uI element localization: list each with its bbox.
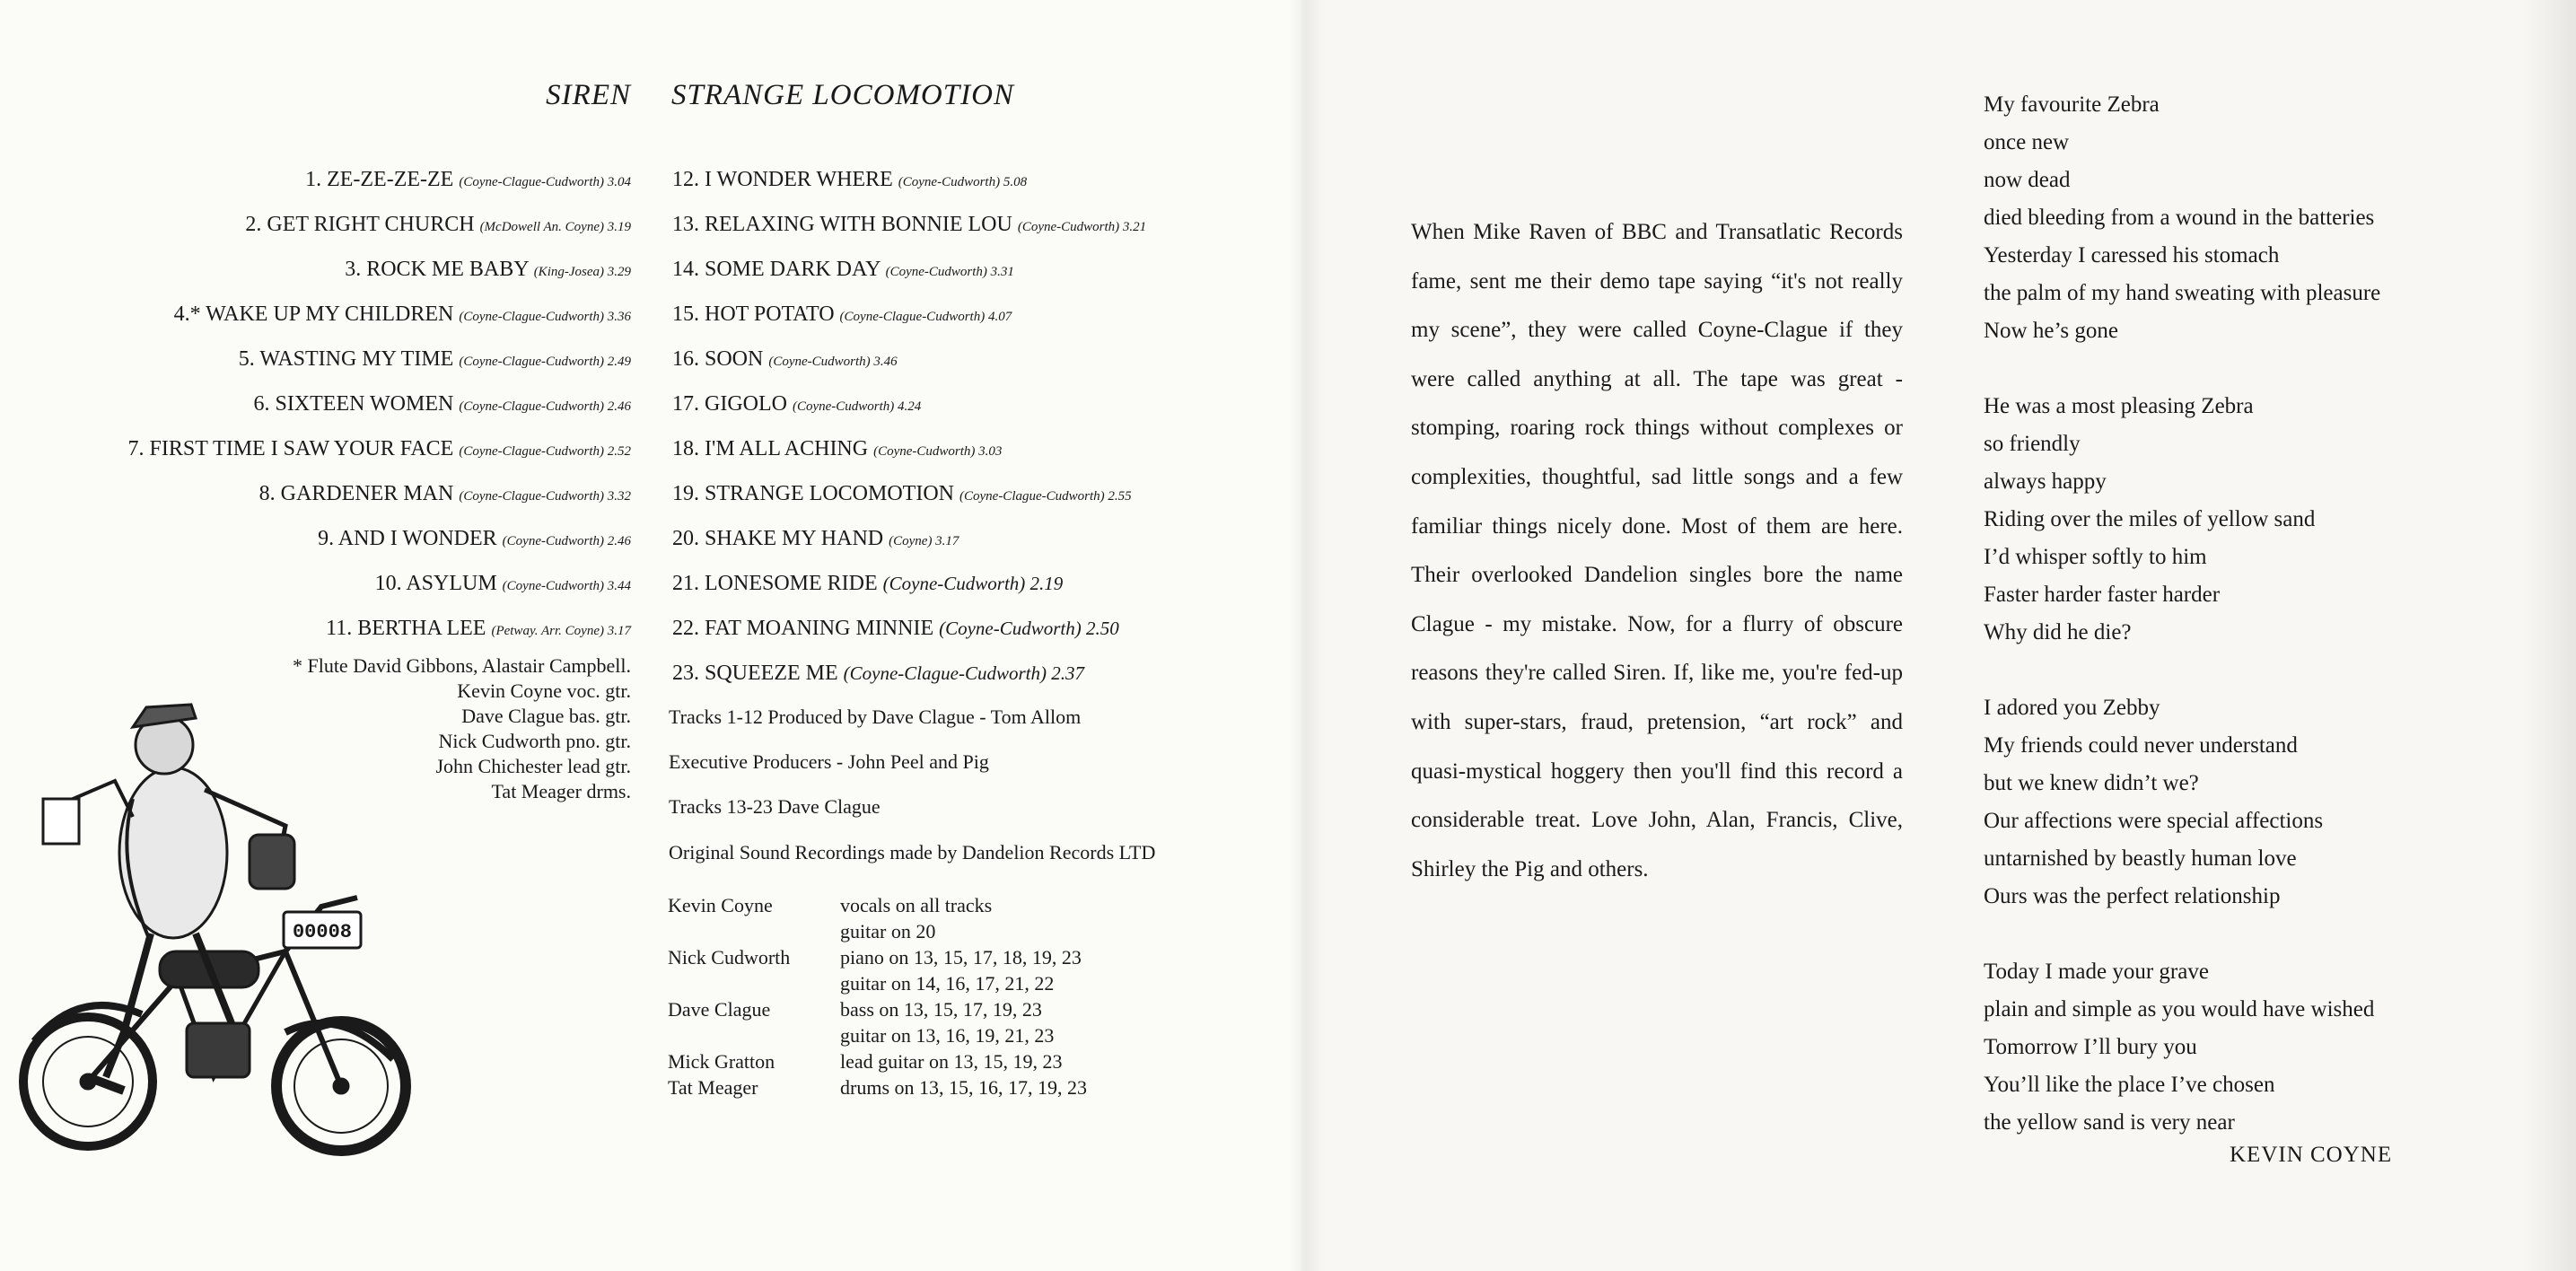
track-item bbox=[3, 612, 631, 657]
track-title: 8. GARDENER MAN bbox=[258, 482, 454, 505]
tracklist-left bbox=[3, 163, 631, 657]
track-item bbox=[3, 253, 631, 298]
production-credit: Tracks 1-12 Produced by Dave Clague - Tom Allom bbox=[669, 706, 1082, 728]
motorcycle-rider-illustration bbox=[16, 682, 420, 1203]
track-credit: (King-Josea) 3.29 bbox=[533, 265, 631, 279]
track-credit: (Coyne-Clague-Cudworth) 3.36 bbox=[459, 310, 631, 324]
track-credit: (Coyne-Clague-Cudworth) 2.37 bbox=[843, 662, 1084, 684]
track-title: 3. ROCK ME BABY bbox=[345, 258, 529, 281]
lineup-line: John Chichester lead gtr. bbox=[435, 755, 631, 777]
tracklist-right bbox=[672, 163, 1247, 702]
track-title: 23. SQUEEZE ME bbox=[672, 662, 838, 685]
lineup-line: Kevin Coyne voc. gtr. bbox=[457, 679, 631, 702]
flute-note: * Flute David Gibbons, Alastair Campbell. bbox=[292, 654, 631, 677]
poem-line: Faster harder faster harder bbox=[1984, 583, 2221, 607]
poem-line: Yesterday I caressed his stomach bbox=[1984, 243, 2280, 267]
number-plate-text: 00008 bbox=[292, 921, 353, 943]
poem-line: Why did he die? bbox=[1984, 620, 2132, 644]
personnel-table bbox=[668, 892, 1087, 1100]
poem-line: I’d whisper softly to him bbox=[1984, 545, 2207, 569]
track-credit: (Coyne-Cudworth) 3.46 bbox=[768, 355, 898, 369]
musician-name: Mick Gratton bbox=[668, 1050, 775, 1073]
track-credit: (Coyne-Cudworth) 3.31 bbox=[885, 265, 1014, 279]
track-title: 22. FAT MOANING MINNIE bbox=[672, 617, 934, 640]
track-item bbox=[672, 343, 1247, 388]
track-item bbox=[672, 298, 1247, 343]
musician-name: Nick Cudworth bbox=[668, 946, 791, 969]
track-item bbox=[3, 433, 631, 478]
musician-role: lead guitar on 13, 15, 19, 23 bbox=[840, 1050, 1063, 1073]
track-title: 12. I WONDER WHERE bbox=[672, 168, 893, 191]
track-item bbox=[672, 163, 1247, 208]
poem-line: He was a most pleasing Zebra bbox=[1984, 394, 2254, 418]
track-title: 9. AND I WONDER bbox=[318, 527, 497, 550]
musician-role: guitar on 13, 16, 19, 21, 23 bbox=[840, 1024, 1055, 1047]
track-title: 7. FIRST TIME I SAW YOUR FACE bbox=[127, 437, 454, 460]
track-title: 10. ASYLUM bbox=[374, 572, 497, 595]
track-item bbox=[3, 343, 631, 388]
track-title: 21. LONESOME RIDE bbox=[672, 572, 878, 595]
track-title: 5. WASTING MY TIME bbox=[238, 347, 454, 371]
track-credit: (Coyne-Cudworth) 4.24 bbox=[792, 399, 922, 414]
poem-line: Today I made your grave bbox=[1984, 960, 2209, 984]
poem-line: the yellow sand is very near bbox=[1984, 1110, 2235, 1135]
track-credit: (Coyne-Cudworth) 5.08 bbox=[898, 175, 1028, 189]
track-credit: (Coyne-Cudworth) 3.21 bbox=[1017, 220, 1147, 234]
track-item bbox=[672, 612, 1247, 657]
musician-role: guitar on 14, 16, 17, 21, 22 bbox=[840, 972, 1055, 995]
personnel-row bbox=[668, 892, 1087, 944]
track-item bbox=[672, 522, 1247, 567]
track-credit: (Petway. Arr. Coyne) 3.17 bbox=[491, 624, 631, 638]
lineup-line: Tat Meager drms. bbox=[491, 780, 631, 802]
personnel-row bbox=[668, 1074, 1087, 1100]
track-title: 11. BERTHA LEE bbox=[326, 617, 486, 640]
track-title: 2. GET RIGHT CHURCH bbox=[245, 213, 475, 236]
track-item bbox=[672, 657, 1247, 702]
musician-role: bass on 13, 15, 17, 19, 23 bbox=[840, 998, 1042, 1021]
track-item bbox=[3, 478, 631, 522]
personnel-row bbox=[668, 996, 1087, 1048]
poem-line: untarnished by beastly human love bbox=[1984, 846, 2297, 871]
poem-line: Tomorrow I’ll bury you bbox=[1984, 1035, 2197, 1059]
poem-line: died bleeding from a wound in the batteries bbox=[1984, 206, 2375, 230]
track-item bbox=[3, 567, 631, 612]
lineup-line: Nick Cudworth pno. gtr. bbox=[438, 730, 631, 752]
poem-stanza bbox=[1984, 86, 2380, 350]
track-title: 13. RELAXING WITH BONNIE LOU bbox=[672, 213, 1012, 236]
track-item bbox=[3, 298, 631, 343]
personnel-row bbox=[668, 944, 1087, 996]
poem-stanza bbox=[1984, 953, 2380, 1142]
track-credit: (McDowell An. Coyne) 3.19 bbox=[479, 220, 631, 234]
track-credit: (Coyne-Clague-Cudworth) 4.07 bbox=[839, 310, 1012, 324]
track-credit: (Coyne-Cudworth) 3.44 bbox=[502, 579, 631, 593]
track-title: 19. STRANGE LOCOMOTION bbox=[672, 482, 954, 505]
musician-role: drums on 13, 15, 16, 17, 19, 23 bbox=[840, 1076, 1087, 1099]
track-item bbox=[672, 567, 1247, 612]
track-item bbox=[3, 522, 631, 567]
poem-stanza bbox=[1984, 388, 2380, 652]
track-credit: (Coyne-Clague-Cudworth) 2.52 bbox=[459, 444, 631, 459]
poem-line: but we knew didn’t we? bbox=[1984, 771, 2199, 795]
track-credit: (Coyne-Clague-Cudworth) 2.55 bbox=[959, 489, 1132, 504]
poem-stanza bbox=[1984, 689, 2380, 916]
heading-siren: SIREN bbox=[546, 79, 631, 111]
track-credit: (Coyne-Cudworth) 2.50 bbox=[939, 618, 1119, 639]
poem-line: Riding over the miles of yellow sand bbox=[1984, 507, 2316, 531]
poem-line: My friends could never understand bbox=[1984, 733, 2298, 758]
executive-producers: Executive Producers - John Peel and Pig bbox=[669, 750, 989, 773]
poem-line: Our affections were special affections bbox=[1984, 809, 2324, 833]
track-item bbox=[672, 478, 1247, 522]
musician-name: Kevin Coyne bbox=[668, 894, 773, 916]
zebra-poem bbox=[1984, 86, 2380, 1179]
track-title: 15. HOT POTATO bbox=[672, 302, 835, 326]
musician-role: vocals on all tracks bbox=[840, 894, 993, 916]
track-item bbox=[3, 163, 631, 208]
poem-line: I adored you Zebby bbox=[1984, 696, 2160, 720]
track-title: 1. ZE-ZE-ZE-ZE bbox=[305, 168, 454, 191]
heading-strange-locomotion: STRANGE LOCOMOTION bbox=[671, 79, 1014, 111]
track-item bbox=[672, 208, 1247, 253]
track-credit: (Coyne-Cudworth) 3.03 bbox=[873, 444, 1003, 459]
spine-fold bbox=[1288, 0, 1324, 1271]
production-credit-2: Tracks 13-23 Dave Clague bbox=[669, 795, 881, 818]
track-credit: (Coyne-Clague-Cudworth) 3.04 bbox=[459, 175, 631, 189]
track-item bbox=[3, 388, 631, 433]
track-item bbox=[672, 433, 1247, 478]
track-title: 6. SIXTEEN WOMEN bbox=[253, 392, 454, 416]
musician-name: Tat Meager bbox=[668, 1076, 758, 1099]
poem-line: once new bbox=[1984, 130, 2070, 154]
track-credit: (Coyne-Cudworth) 2.19 bbox=[882, 573, 1064, 594]
track-item bbox=[3, 208, 631, 253]
poem-line: the palm of my hand sweating with pleasure bbox=[1984, 281, 2381, 305]
track-title: 4.* WAKE UP MY CHILDREN bbox=[173, 302, 454, 326]
poem-line: now dead bbox=[1984, 168, 2071, 192]
poem-line: always happy bbox=[1984, 469, 2107, 494]
liner-notes-essay: When Mike Raven of BBC and Transatlatic Records fame, sent me their demo tape saying “it's not really my scene”, they were called Coyne-Clague if they were called anything at all. The tape was great - stomping, roaring rock things without complexes or complexities, thoughtful, sad little songs and a few familiar things nicely done. Most of them are here. Their overlooked Dandelion singles bore the name Clague - my mistake. Now, for a flurry of obscure reasons they're called Siren. If, like me, you're fed-up with super-stars, fraud, pretension, “art rock” and quasi-mystical hoggery then you'll find this record a considerable treat. Love John, Alan, Francis, Clive, Shirley the Pig and others. bbox=[1411, 220, 1903, 881]
poem-line: plain and simple as you would have wished bbox=[1984, 997, 2375, 1021]
track-title: 17. GIGOLO bbox=[672, 392, 787, 416]
track-credit: (Coyne-Clague-Cudworth) 2.46 bbox=[459, 399, 631, 414]
page-edge-shadow bbox=[2522, 0, 2576, 1271]
track-title: 14. SOME DARK DAY bbox=[672, 258, 881, 281]
track-title: 16. SOON bbox=[672, 347, 764, 371]
poem-line: Now he’s gone bbox=[1984, 319, 2118, 343]
poem-line: so friendly bbox=[1984, 432, 2081, 456]
track-credit: (Coyne-Clague-Cudworth) 2.49 bbox=[459, 355, 631, 369]
poem-line: My favourite Zebra bbox=[1984, 92, 2160, 117]
track-credit: (Coyne-Clague-Cudworth) 3.32 bbox=[459, 489, 631, 504]
track-credit: (Coyne-Cudworth) 2.46 bbox=[502, 534, 631, 548]
poem-line: You’ll like the place I’ve chosen bbox=[1984, 1073, 2275, 1097]
poem-signature: KEVIN COYNE bbox=[2230, 1143, 2393, 1167]
track-item bbox=[672, 388, 1247, 433]
musician-name: Dave Clague bbox=[668, 998, 771, 1021]
track-title: 20. SHAKE MY HAND bbox=[672, 527, 884, 550]
track-credit: (Coyne) 3.17 bbox=[889, 534, 959, 548]
poem-line: Ours was the perfect relationship bbox=[1984, 884, 2281, 908]
track-item bbox=[672, 253, 1247, 298]
personnel-row bbox=[668, 1048, 1087, 1074]
musician-role: piano on 13, 15, 17, 18, 19, 23 bbox=[840, 946, 1082, 969]
track-title: 18. I'M ALL ACHING bbox=[672, 437, 869, 460]
lineup-line: Dave Clague bas. gtr. bbox=[461, 705, 631, 727]
recording-credit: Original Sound Recordings made by Dandelion Records LTD bbox=[669, 841, 1156, 863]
musician-role: guitar on 20 bbox=[840, 920, 936, 942]
